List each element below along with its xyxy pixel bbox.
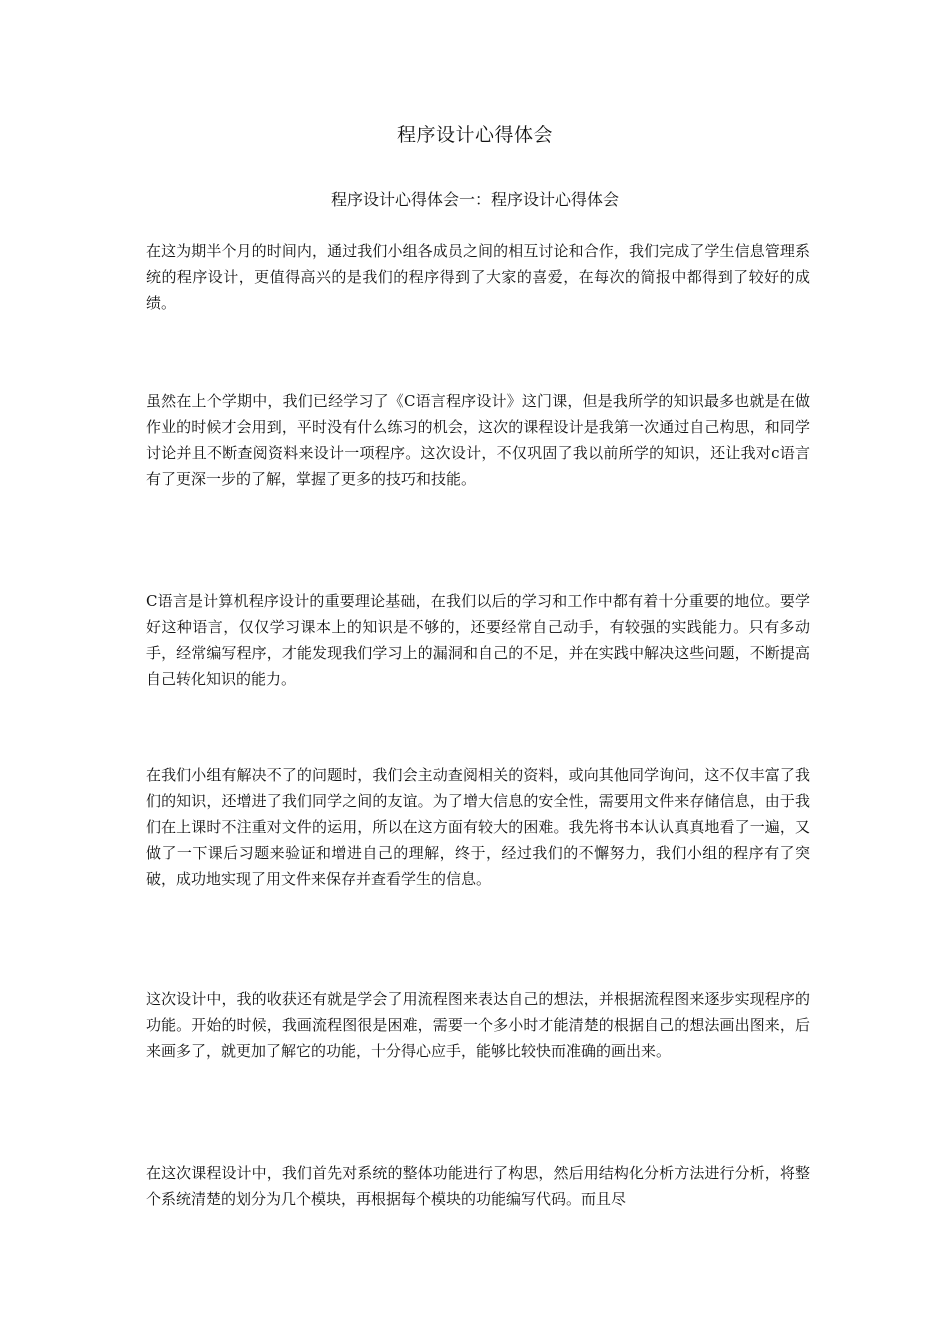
document-subtitle: 程序设计心得体会一：程序设计心得体会 [330, 190, 619, 209]
document-title: 程序设计心得体会 [396, 124, 553, 146]
paragraph-5: 这次设计中，我的收获还有就是学会了用流程图来表达自己的想法，并根据流程图来逐步实现程序的功能。开始的时候，我画流程图很是困难，需要一个多小时才能清楚的根据自己的想法画出图来，后来画多了，就更加了解它的功能，十分得心应手，能够比较快而准确的画出来。 [146, 990, 810, 1060]
paragraph-4: 在我们小组有解决不了的问题时，我们会主动查阅相关的资料，或向其他同学询问，这不仅丰富了我们的知识，还增进了我们同学之间的友谊。为了增大信息的安全性，需要用文件来存储信息，由于我们在上课时不注重对文件的运用，所以在这方面有较大的困难。我先将书本认认真真地看了一遍，又做了一下课后习题来验证和增进自己的理解，终于，经过我们的不懈努力，我们小组的程序有了突破，成功地实现了用文件来保存并查看学生的信息。 [146, 766, 810, 888]
paragraph-1: 在这为期半个月的时间内，通过我们小组各成员之间的相互讨论和合作，我们完成了学生信息管理系统的程序设计，更值得高兴的是我们的程序得到了大家的喜爱，在每次的简报中都得到了较好的成绩。 [146, 242, 810, 312]
paragraph-6: 在这次课程设计中，我们首先对系统的整体功能进行了构思，然后用结构化分析方法进行分析，将整个系统清楚的划分为几个模块，再根据每个模块的功能编写代码。而且尽 [146, 1164, 810, 1208]
paragraph-2: 虽然在上个学期中，我们已经学习了《C语言程序设计》这门课，但是我所学的知识最多也就是在做作业的时候才会用到，平时没有什么练习的机会，这次的课程设计是我第一次通过自己构思，和同学讨论并且不断查阅资料来设计一项程序。这次设计，不仅巩固了我以前所学的知识，还让我对c语言有了更深一步的了解，掌握了更多的技巧和技能。 [146, 392, 810, 488]
paragraph-3: C语言是计算机程序设计的重要理论基础，在我们以后的学习和工作中都有着十分重要的地位。要学好这种语言，仅仅学习课本上的知识是不够的，还要经常自己动手，有较强的实践能力。只有多动手，经常编写程序，才能发现我们学习上的漏洞和自己的不足，并在实践中解决这些问题，不断提高自己转化知识的能力。 [146, 592, 810, 688]
